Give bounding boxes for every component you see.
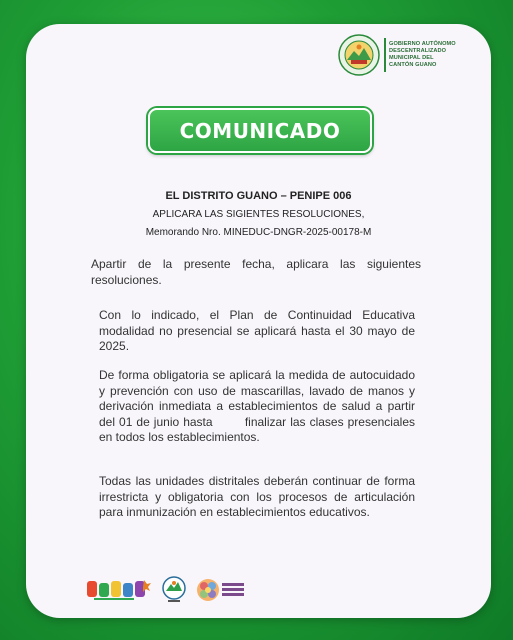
- circular-seal-icon: [161, 576, 187, 604]
- resolution-item: Con lo indicado, el Plan de Continuidad Educativa modalidad no presencial se aplicará hasta el 30 mayo de 2025.: [99, 308, 415, 353]
- intro-paragraph: Apartir de la presente fecha, aplicara las siguientes resoluciones.: [91, 257, 421, 287]
- pueblo-magico-logo: [196, 576, 246, 604]
- document-title: EL DISTRITO GUANO – PENIPE 006: [165, 190, 352, 202]
- resolution-item: De forma obligatoria se aplicará la medida de autocuidado y prevención con uso de mascarillas, lavado de manos y derivación inmediata a establecimientos de salud a partir del 01 de junio hasta finalizar las clases presenciales en todos los establecimientos.: [99, 368, 419, 444]
- institution-name: [389, 41, 481, 69]
- institution-line: GOBIERNO AUTÓNOMO: [389, 41, 456, 47]
- logo-divider: [384, 38, 386, 72]
- institution-line: CANTÓN GUANO: [389, 62, 437, 68]
- footer-logos: [86, 572, 246, 608]
- guano-brand-logo: [86, 578, 152, 602]
- resolution-item: Todas las unidades distritales deberán continuar de forma irrestricta y obligatoria con los procesos de articulación para inmunización en establecimientos educativos.: [99, 474, 415, 519]
- institution-line: MUNICIPAL DEL: [389, 55, 434, 61]
- municipality-logo: [338, 34, 478, 78]
- document-subtitle: APLICARA LAS SIGIENTES RESOLUCIONES,: [152, 209, 365, 220]
- institution-line: DESCENTRALIZADO: [389, 48, 447, 54]
- municipal-seal-icon: [338, 34, 380, 76]
- announcement-card: [26, 24, 491, 618]
- comunicado-banner: COMUNICADO: [148, 108, 372, 153]
- memo-reference: Memorando Nro. MINEDUC-DNGR-2025-00178-M: [145, 227, 372, 238]
